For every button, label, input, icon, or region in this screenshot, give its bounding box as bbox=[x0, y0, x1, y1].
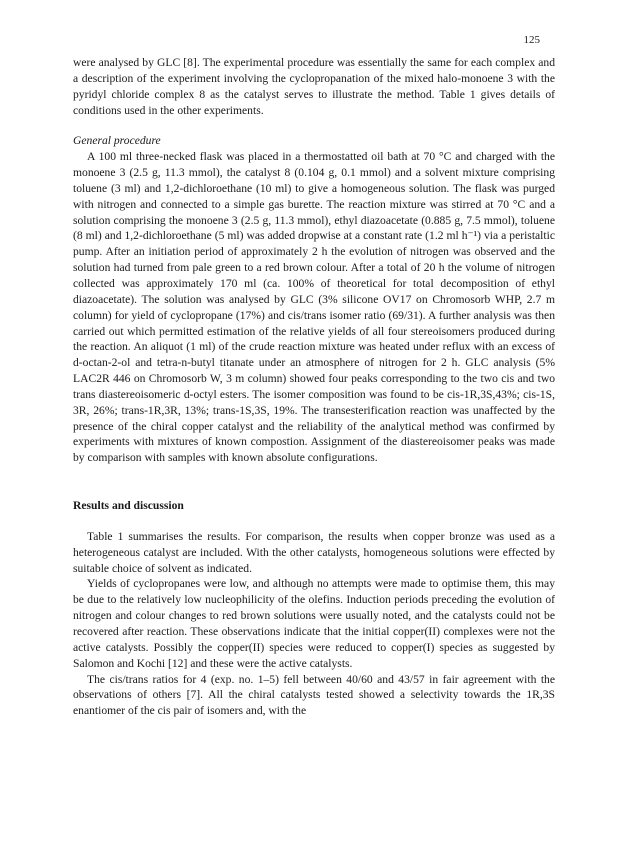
results-paragraph-2: Yields of cyclopropanes were low, and although no attempts were made to optimise them, this may be due to the relatively low nucleophilicity of the olefins. Induction periods preceding the evolution of nitrogen and colour changes to red brown solutions were usually noted, and the catalysts could not be recovered after reaction. These observations indicate that the initial copper(II) complexes were not the active catalysts. Possibly the copper(II) species were reduced to copper(I) species as suggested by Salomon and Kochi [12] and these were the active catalysts. bbox=[73, 577, 555, 670]
results-paragraph-1: Table 1 summarises the results. For comparison, the results when copper bronze was used as a heterogeneous catalyst are included. With the other catalysts, homogeneous solutions were effected by suitable choice of solvent as indicated. bbox=[73, 529, 555, 575]
general-procedure-paragraph: A 100 ml three-necked flask was placed in a thermostatted oil bath at 70 °C and charged with the monoene 3 (2.5 g, 11.3 mmol), the catalyst 8 (0.104 g, 0.1 mmol) and a solvent mixture comprising toluene (3 ml) and 1,2-dichloroethane (10 ml) to give a homogeneous solution. The flask was purged with nitrogen and connected to a simple gas burette. The reaction mixture was stirred at 70 °C and a solution comprising the monoene 3 (2.5 g, 11.3 mmol), ethyl diazoacetate (0.885 g, 7.5 mmol), toluene (8 ml) and 1,2-dichloroethane (5 ml) was added dropwise at a constant rate (1.2 ml h⁻¹) via a peristaltic pump. After an initiation period of approximately 2 h the evolution of nitrogen was observed and the solution had turned from pale green to a red brown colour. After a total of 20 h the volume of nitrogen collected was approximately 170 ml (ca. 100% of theoretical for total decomposition of ethyl diazoacetate). The solution was analysed by GLC (3% silicone OV17 on Chromosorb WHP, 2.7 m column) for yield of cyclopropane (17%) and cis/trans isomer ratio (69/31). A further analysis was then carried out which permitted estimation of the relative yields of all four stereoisomers produced during the reaction. An aliquot (1 ml) of the crude reaction mixture was heated under reflux with an excess of d-octan-2-ol and tetra-n-butyl titanate under an atmosphere of nitrogen for 2 h. GLC analysis (5% LAC2R 446 on Chromosorb W, 3 m column) showed four peaks corresponding to the two cis and two trans diastereoisomeric d-octyl esters. The isomer composition was found to be cis-1R,3S,43%; cis-1S, 3R, 26%; trans-1R,3R, 13%; trans-1S,3S, 19%. The transesterification reaction was unaffected by the presence of the chiral copper catalyst and the reliability of the analytical method was confirmed by experiments with mixtures of known compostion. Assignment of the diastereoisomer peaks was made by comparison with samples with known absolute configurations. bbox=[73, 150, 555, 465]
general-procedure-heading: General procedure bbox=[73, 134, 161, 148]
results-paragraph-3: The cis/trans ratios for 4 (exp. no. 1–5) fell between 40/60 and 43/57 in fair agreement with the observations of others [7]. All the chiral catalysts tested showed a selectivity towards the 1R,3S enantiomer of the cis pair of isomers and, with the bbox=[73, 672, 555, 718]
page-content bbox=[73, 55, 555, 719]
intro-paragraph: were analysed by GLC [8]. The experimental procedure was essentially the same for each complex and a description of the experiment involving the cyclopropanation of the mixed halo-monoene 3 with the pyridyl chloride complex 8 as the catalyst serves to illustrate the method. Table 1 gives details of conditions used in the other experiments. bbox=[73, 56, 555, 117]
page-number: 125 bbox=[523, 34, 540, 46]
results-heading: Results and discussion bbox=[73, 499, 184, 513]
